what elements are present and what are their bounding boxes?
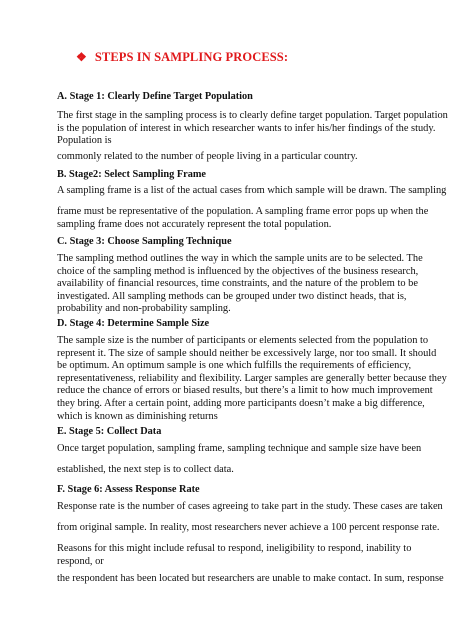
text-line: established, the next step is to collect data. xyxy=(57,464,234,475)
text-line: The first stage in the sampling process is to clearly define target population. Target population xyxy=(57,110,448,121)
section-heading-b: B. Stage2: Select Sampling Frame xyxy=(57,169,206,180)
text-line: The sampling method outlines the way in which the sample units are to be selected. The xyxy=(57,253,423,264)
section-a-paragraph-1 xyxy=(57,110,448,148)
text-line: investigated. All sampling methods can be grouped under two distinct heads, that is, xyxy=(57,290,407,302)
page-title xyxy=(76,50,288,65)
section-heading-e: E. Stage 5: Collect Data xyxy=(57,426,162,437)
page-title-text: STEPS IN SAMPLING PROCESS: xyxy=(94,50,289,64)
section-a-paragraph-2 xyxy=(57,151,435,164)
text-line: probability and non-probability sampling. xyxy=(57,303,231,315)
section-b-paragraph-1 xyxy=(57,185,447,198)
text-line: sampling frame does not accurately represent the total population. xyxy=(57,218,332,230)
diamond-bullet-icon: ❖ xyxy=(76,50,87,64)
text-line: reduce the chance of errors or biased results, but there’s a limit to how much improvement xyxy=(57,385,433,397)
section-heading-a: A. Stage 1: Clearly Define Target Population xyxy=(57,91,253,102)
section-b-paragraph-2 xyxy=(57,206,435,231)
text-line: which is known as diminishing returns xyxy=(57,410,218,422)
text-line: Population is xyxy=(57,135,112,147)
section-f-paragraph-3 xyxy=(57,543,435,568)
section-d-paragraph-1 xyxy=(57,335,447,423)
text-line: The sample size is the number of participants or elements selected from the population to xyxy=(57,335,429,346)
text-line: Reasons for this might include refusal to respond, ineligibility to respond, inability to xyxy=(57,543,412,554)
section-c-paragraph-1 xyxy=(57,253,435,316)
text-line: respond, or xyxy=(57,555,104,567)
text-line: be optimum. An optimum sample is one which fulfills the requirements of efficiency, xyxy=(57,360,412,372)
text-line: is the population of interest in which researcher wants to infer his/her findings of the study. xyxy=(57,122,436,134)
text-line: Once target population, sampling frame, sampling technique and sample size have been xyxy=(57,443,422,454)
text-line: the respondent has been located but researchers are unable to make contact. In sum, response xyxy=(57,573,444,584)
text-line: they bring. After a certain point, adding more participants doesn’t make a big difference, xyxy=(57,397,425,409)
text-line: A sampling frame is a list of the actual cases from which sample will be drawn. The sampling xyxy=(57,185,447,196)
section-f-paragraph-2 xyxy=(57,522,440,535)
section-f-paragraph-1 xyxy=(57,501,443,514)
section-e-paragraph-2 xyxy=(57,464,435,477)
text-line: from original sample. In reality, most researchers never achieve a 100 percent response rate. xyxy=(57,522,440,533)
text-line: Response rate is the number of cases agreeing to take part in the study. These cases are taken xyxy=(57,501,443,512)
text-line: availability of financial resources, time constraints, and the nature of the problem to be xyxy=(57,278,418,290)
text-line: representativeness, reliability and flexibility. Larger samples are generally better because they xyxy=(57,372,447,384)
section-e-paragraph-1 xyxy=(57,443,435,456)
section-heading-d: D. Stage 4: Determine Sample Size xyxy=(57,318,210,329)
text-line: represent it. The size of sample should neither be excessively large, nor too small. It should xyxy=(57,347,437,359)
text-line: frame must be representative of the population. A sampling frame error pops up when the xyxy=(57,206,429,217)
section-heading-f: F. Stage 6: Assess Response Rate xyxy=(57,484,200,495)
section-heading-c: C. Stage 3: Choose Sampling Technique xyxy=(57,236,232,247)
text-line: choice of the sampling method is influenced by the objectives of the business research, xyxy=(57,265,419,277)
text-line: commonly related to the number of people living in a particular country. xyxy=(57,151,358,162)
section-f-paragraph-4 xyxy=(57,573,444,586)
